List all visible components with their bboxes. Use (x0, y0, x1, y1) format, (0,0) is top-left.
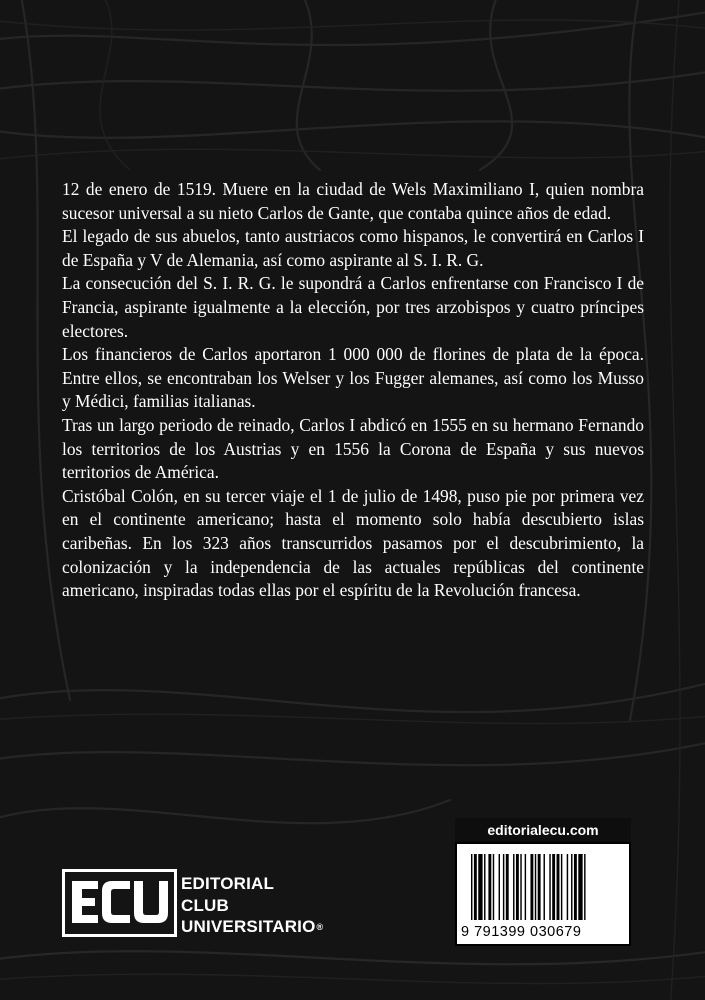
blurb-paragraph: Tras un largo periodo de reinado, Carlos I abdicó en 1555 en su hermano Fernando los territorios de los Austrias y en 1556 la Corona de España y sus nuevos territorios de América. (62, 414, 644, 483)
blurb-paragraph: Cristóbal Colón, en su tercer viaje el 1 de julio de 1498, puso pie por primera vez en el continente americano; hasta el momento solo había descubierto islas caribeñas. En los 323 años transcurridos pasamos por el descubrimiento, la colonización y la independencia de las actuales repúblicas del continente americano, inspiradas todas ellas por el espíritu de la Revolución francesa. (62, 485, 644, 601)
back-cover-blurb (62, 178, 644, 603)
publisher-name (181, 873, 323, 939)
publisher-name-line (181, 916, 323, 939)
publisher-name-line-text: UNIVERSITARIO (181, 917, 316, 936)
publisher-name-line: CLUB (181, 895, 230, 915)
publisher-logo (62, 869, 177, 942)
registered-mark: ® (316, 922, 324, 932)
blurb-paragraph: El legado de sus abuelos, tanto austriacos como hispanos, le convertirá en Carlos I de España y V de Alemania, así como aspirante al S. I. R. G. (62, 226, 644, 270)
blurb-paragraph: 12 de enero de 1519. Muere en la ciudad de Wels Maximiliano I, quien nombra sucesor universal a su nieto Carlos de Gante, que contaba quince años de edad. (62, 179, 644, 223)
ecu-logo-mark (62, 869, 177, 937)
blurb-paragraph: Los financieros de Carlos aportaron 1 000 000 de florines de plata de la época. Entre ellos, se encontraban los Welser y los Fugger alemanes, así como los Musso y Médici, familias italianas. (62, 344, 644, 412)
isbn-digits: 9 791399 030679 (461, 924, 582, 940)
publisher-website: editorialecu.com (455, 818, 631, 842)
blurb-paragraph: La consecución del S. I. R. G. le supondrá a Carlos enfrentarse con Francisco I de Francia, aspirante igualmente a la elección, por tres arzobispos y cuatro príncipes electores. (62, 273, 644, 341)
isbn-barcode-block (455, 818, 631, 946)
publisher-name-line: EDITORIAL (181, 874, 275, 893)
barcode-bars (471, 854, 617, 920)
barcode-panel (455, 842, 631, 946)
